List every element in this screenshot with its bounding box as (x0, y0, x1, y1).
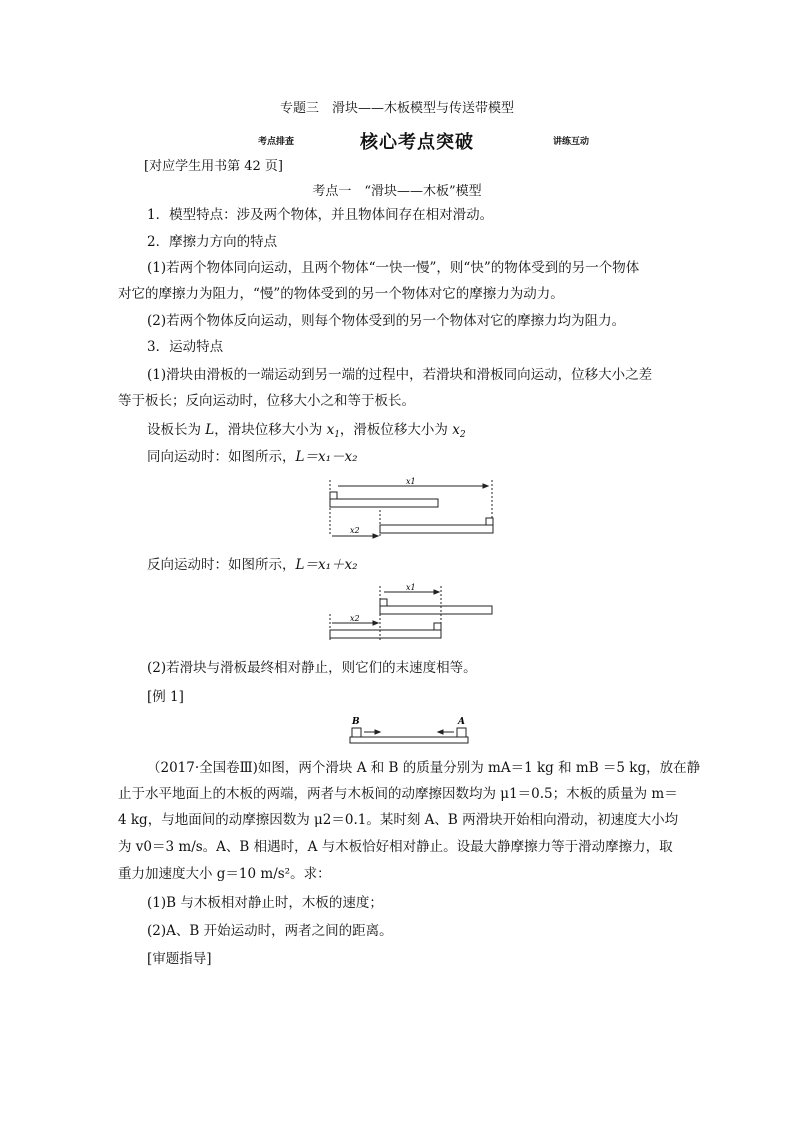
paragraph-friction-heading: 2．摩擦力方向的特点 (147, 234, 278, 250)
label-x1: x1 (406, 583, 416, 592)
paragraph-final-velocity: (2)若滑块与滑板最终相对静止，则它们的末速度相等。 (147, 660, 477, 676)
paragraph-opposite-eq (147, 556, 358, 574)
slider-block-end (434, 623, 441, 630)
analysis-guide-label: [审题指导] (147, 951, 212, 967)
symbol-L: L (205, 422, 215, 438)
figure-example-ab (342, 712, 474, 748)
paragraph-board-length (147, 421, 466, 439)
paragraph-model-feature: 1．模型特点：涉及两个物体，并且物体间存在相对滑动。 (147, 207, 494, 223)
paragraph-same-direction-1: (1)若两个物体同向运动，且两个物体“一快一慢”，则“快”的物体受到的另一个物体 (147, 260, 640, 276)
text-fragment: 同向运动时：如图所示， (147, 449, 296, 465)
label-b: B (352, 717, 360, 727)
text-fragment: ，滑块位移大小为 (214, 422, 327, 438)
equation-opposite: L＝x₁＋x₂ (295, 557, 358, 573)
top-board (330, 499, 438, 507)
block-b (352, 728, 361, 737)
banner-right-label: 讲练互动 (553, 137, 590, 147)
paragraph-opposite-direction: (2)若两个物体反向运动，则每个物体受到的另一个物体对它的摩擦力均为阻力。 (147, 313, 626, 329)
bottom-board (380, 525, 493, 533)
question-line-2: 止于水平地面上的木板的两端，两者与木板间的动摩擦因数均为 μ1＝0.5；木板的质量为 m＝ (118, 786, 678, 802)
symbol-x1: $x_1$ (326, 422, 340, 440)
question-line-1: （2017·全国卷Ⅲ)如图，两个滑块 A 和 B 的质量分别为 mA＝1 kg 和 mB ＝5 kg，放在静 (147, 760, 701, 776)
text-fragment: ，滑板位移大小为 (339, 422, 453, 438)
slider-block-end (486, 518, 493, 525)
paragraph-same-direction-eq (147, 448, 358, 466)
board (350, 737, 468, 743)
top-board (380, 606, 492, 614)
paragraph-motion-2: 等于板长；反向运动时，位移大小之和等于板长。 (118, 393, 415, 409)
text-fragment: 设板长为 (147, 422, 206, 438)
label-x1: x1 (406, 477, 416, 486)
question-line-3: 4 kg，与地面间的动摩擦因数为 μ2＝0.1。某时刻 A、B 两滑块开始相向滑动，初速度大小均 (118, 812, 679, 828)
example-label: [例 1] (147, 689, 184, 705)
block-a (457, 728, 466, 737)
question-line-4: 为 v0＝3 m/s。A、B 相遇时，A 与木板恰好相对静止。设最大静摩擦力等于滑动摩擦力，取 (118, 839, 673, 855)
section-banner (0, 128, 794, 152)
label-a: A (458, 717, 465, 727)
question-line-5: 重力加速度大小 g＝10 m/s²。求： (118, 866, 331, 882)
banner-left-label: 考点排查 (258, 137, 295, 147)
label-x2: x2 (350, 526, 360, 535)
question-part-2: (2)A、B 开始运动时，两者之间的距离。 (147, 923, 393, 939)
page-title: 专题三 滑块——木板模型与传送带模型 (279, 101, 514, 116)
figure-same-direction (320, 474, 500, 544)
banner-main-heading: 核心考点突破 (360, 132, 474, 153)
book-reference: [对应学生用书第 42 页] (144, 159, 283, 174)
text-fragment: 反向运动时：如图所示， (147, 557, 296, 573)
figure-opposite-direction (322, 582, 502, 644)
label-x2: x2 (350, 614, 360, 623)
symbol-x2: $x_2$ (452, 422, 466, 440)
paragraph-motion-1: (1)滑块由滑板的一端运动到另一端的过程中，若滑块和滑板同向运动，位移大小之差 (147, 367, 653, 383)
slider-block (380, 599, 387, 606)
equation-same: L＝x₁－x₂ (295, 449, 358, 465)
slider-block (330, 492, 337, 499)
question-part-1: (1)B 与木板相对静止时，木板的速度； (147, 895, 383, 911)
paragraph-motion-heading: 3．运动特点 (147, 339, 224, 355)
paragraph-same-direction-2: 对它的摩擦力为阻力，“慢”的物体受到的另一个物体对它的摩擦力为动力。 (118, 286, 564, 302)
bottom-board (330, 630, 441, 638)
section-title: 考点一 “滑块——木板”模型 (312, 184, 482, 199)
